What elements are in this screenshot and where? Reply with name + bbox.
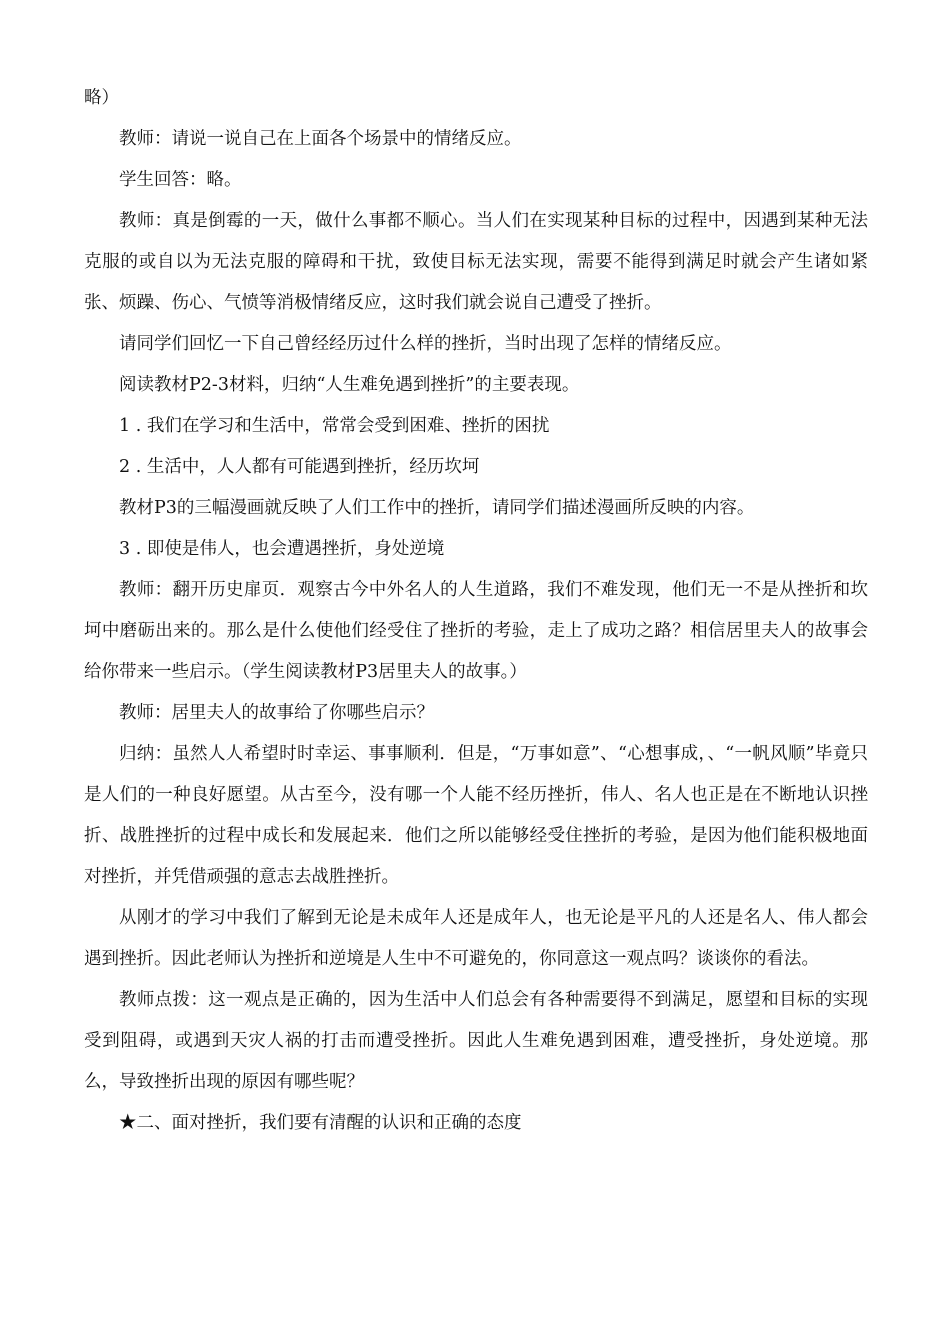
list-item-3: 3 . 即使是伟人，也会遭遇挫折，身处逆境 (119, 539, 445, 559)
paragraph-curie-question: 教师：居里夫人的故事给了你哪些启示？ (119, 703, 434, 723)
paragraph-discussion: 从刚才的学习中我们了解到无论是未成年人还是成年人，也无论是平凡的人还是名人、伟人都会遇到挫折。因此老师认为挫折和逆境是人生中不可避免的，你同意这一观点吗？谈谈你的看法。 (84, 908, 868, 969)
paragraph-summary: 归纳：虽然人人希望时时幸运、事事顺利．但是，“万事如意”、“心想事成，、“一帆风顺”毕竟只是人们的一种良好愿望。从古至今，没有哪一个人能不经历挫折，伟人、名人也正是在不断地认识挫折、战胜挫折的过程中成长和发展起来．他们之所以能够经受住挫折的考验，是因为他们能积极地面对挫折，并凭借顽强的意志去战胜挫折。 (84, 744, 868, 887)
paragraph-recall-prompt: 请同学们回忆一下自己曾经经历过什么样的挫折，当时出现了怎样的情绪反应。 (119, 334, 732, 354)
paragraph-reading-task: 阅读教材P2-3材料，归纳“人生难免遇到挫折”的主要表现。 (119, 375, 580, 395)
paragraph-teacher-question: 教师：请说一说自己在上面各个场景中的情绪反应。 (119, 129, 522, 149)
paragraph-student-answer: 学生回答：略。 (119, 170, 242, 190)
paragraph-continuation: 略） (84, 88, 119, 108)
document-body (84, 78, 868, 1144)
paragraph-history: 教师：翻开历史扉页．观察古今中外名人的人生道路，我们不难发现，他们无一不是从挫折和坎坷中磨砺出来的。那么是什么使他们经受住了挫折的考验，走上了成功之路？相信居里夫人的故事会给你带来一些启示。（学生阅读教材P3居里夫人的故事。） (84, 580, 868, 682)
paragraph-comic-prompt: 教材P3的三幅漫画就反映了人们工作中的挫折，请同学们描述漫画所反映的内容。 (119, 498, 755, 518)
paragraph-teacher-guidance: 教师点拨：这一观点是正确的，因为生活中人们总会有各种需要得不到满足，愿望和目标的实现受到阻碍，或遇到天灾人祸的打击而遭受挫折。因此人生难免遇到困难，遭受挫折，身处逆境。那么，导致挫折出现的原因有哪些呢？ (84, 990, 868, 1092)
section-heading: ★二、面对挫折，我们要有清醒的认识和正确的态度 (119, 1113, 522, 1133)
list-item-1: 1 . 我们在学习和生活中，常常会受到困难、挫折的困扰 (119, 416, 550, 436)
paragraph-frustration-definition: 教师：真是倒霉的一天，做什么事都不顺心。当人们在实现某种目标的过程中，因遇到某种无法克服的或自以为无法克服的障碍和干扰，致使目标无法实现，需要不能得到满足时就会产生诸如紧张、烦躁、伤心、气愤等消极情绪反应，这时我们就会说自己遭受了挫折。 (84, 211, 868, 313)
list-item-2: 2 . 生活中，人人都有可能遇到挫折，经历坎坷 (119, 457, 480, 477)
